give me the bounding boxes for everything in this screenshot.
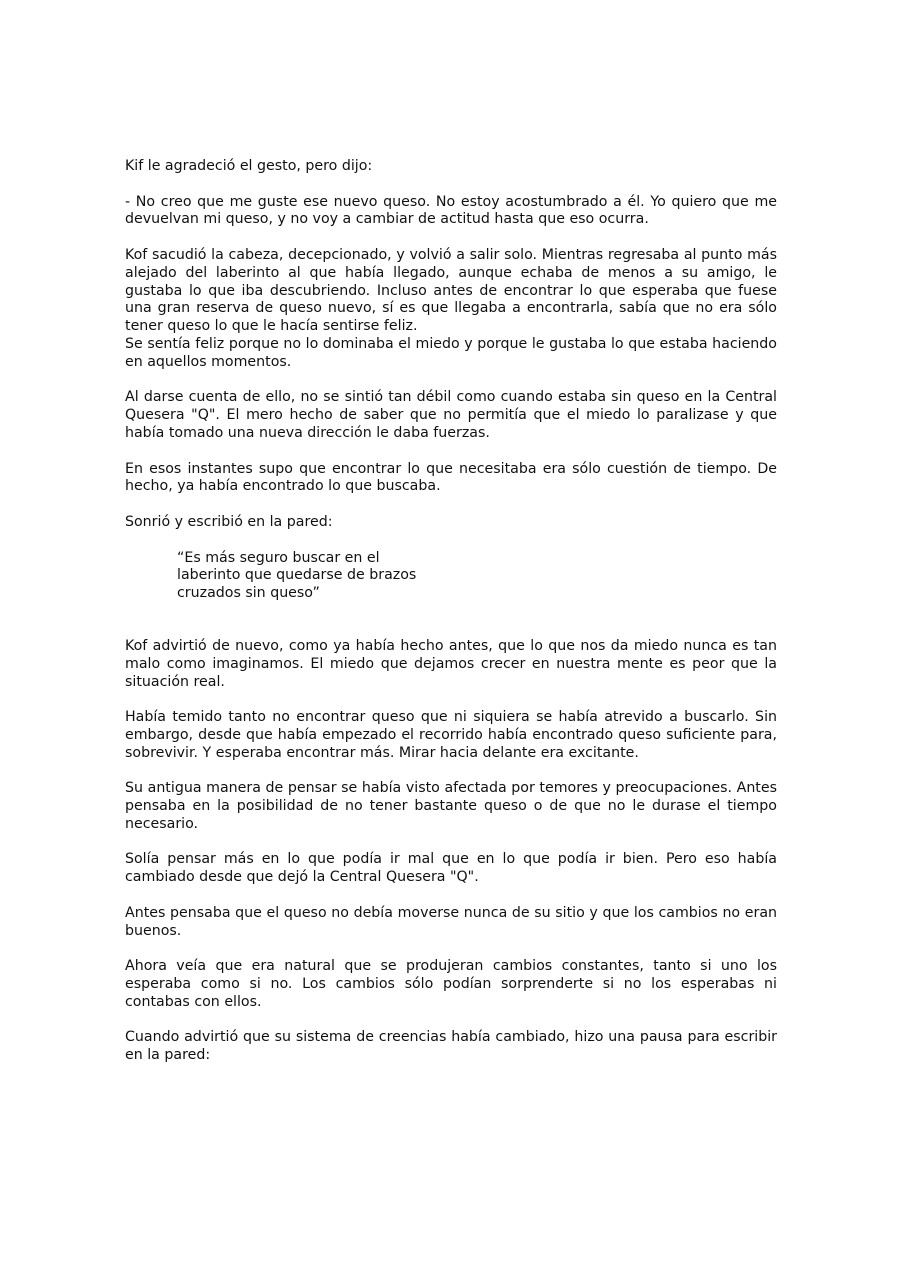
paragraph: Kif le agradeció el gesto, pero dijo: xyxy=(125,158,373,174)
paragraph: Kof sacudió la cabeza, decepcionado, y volvió a salir solo. Mientras regresaba al punto más alejado del laberinto al que había llegado, aunque echaba de menos a su amigo, le gustaba lo que iba descubriendo. Incluso antes de encontrar lo que esperaba que fuese una gran reserva de queso nuevo, sí es que llegaba a encontrarla, sabía que no era sólo tener queso lo que le hacía sentirse feliz. xyxy=(125,246,777,335)
paragraph: Ahora veía que era natural que se produjeran cambios constantes, tanto si uno los esperaba como si no. Los cambios sólo podían sorprenderte si no los esperabas ni contabas con ellos. xyxy=(125,958,777,1010)
paragraph: Solía pensar más en lo que podía ir mal que en lo que podía ir bien. Pero eso había cambiado desde que dejó la Central Quesera "Q". xyxy=(125,851,777,886)
paragraph: Antes pensaba que el queso no debía moverse nunca de su sitio y que los cambios no eran buenos. xyxy=(125,904,777,939)
document-body xyxy=(125,158,777,1083)
wall-quote: “Es más seguro buscar en el laberinto que quedarse de brazos cruzados sin queso” xyxy=(177,549,417,602)
paragraph: Kof advirtió de nuevo, como ya había hecho antes, que lo que nos da miedo nunca es tan malo como imaginamos. El miedo que dejamos crecer en nuestra mente es peor que la situación real. xyxy=(125,637,777,690)
paragraph: - No creo que me guste ese nuevo queso. No estoy acostumbrado a él. Yo quiero que me devuelvan mi queso, y no voy a cambiar de actitud hasta que eso ocurra. xyxy=(125,193,777,228)
paragraph: Su antigua manera de pensar se había visto afectada por temores y preocupaciones. Antes pensaba en la posibilidad de no tener bastante queso o de que no le durase el tiempo necesario. xyxy=(125,780,777,832)
paragraph: En esos instantes supo que encontrar lo que necesitaba era sólo cuestión de tiempo. De hecho, ya había encontrado lo que buscaba. xyxy=(125,460,777,495)
paragraph: Se sentía feliz porque no lo dominaba el miedo y porque le gustaba lo que estaba haciendo en aquellos momentos. xyxy=(125,335,777,370)
paragraph: Al darse cuenta de ello, no se sintió tan débil como cuando estaba sin queso en la Central Quesera "Q". El mero hecho de saber que no permitía que el miedo lo paralizase y que había tomado una nueva dirección le daba fuerzas. xyxy=(125,389,777,441)
paragraph: Había temido tanto no encontrar queso que ni siquiera se había atrevido a buscarlo. Sin embargo, desde que había empezado el recorrido había encontrado queso suficiente para, sobrevivir. Y esperaba encontrar más. Mirar hacia delante era excitante. xyxy=(125,709,777,761)
paragraph: Sonrió y escribió en la pared: xyxy=(125,513,333,530)
paragraph: Cuando advirtió que su sistema de creencias había cambiado, hizo una pausa para escribir en la pared: xyxy=(125,1029,777,1064)
